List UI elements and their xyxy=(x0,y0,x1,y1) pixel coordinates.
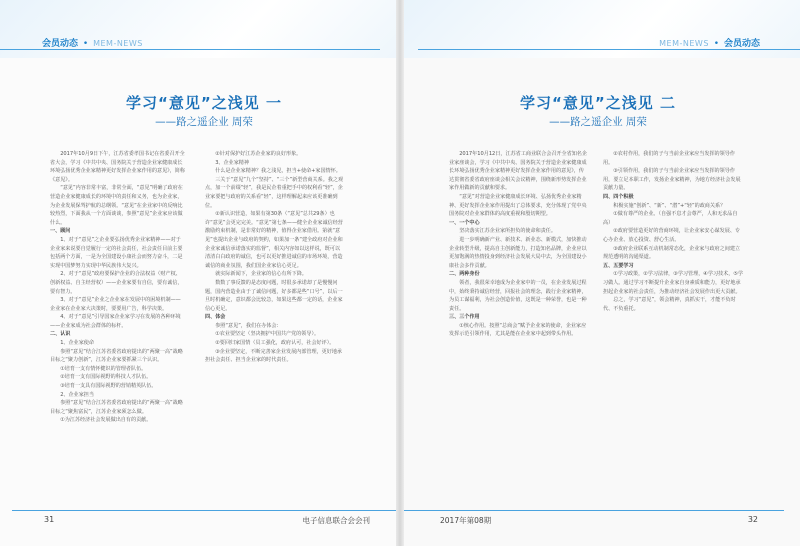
paragraph: 什么是企业家精神？我之浅见，担当+使命+家国情怀。 xyxy=(215,168,341,175)
section-heading: 二、两种身份 xyxy=(449,271,480,278)
paragraph: ①学习政策，②学习法律，③学习管理，④学习技术，⑤学习做人。通过学习不断提升企业家自身素质和能力，更好地承担起企业家的社会责任，为推动经济社会发展作出更大贡献。 xyxy=(603,271,743,295)
paragraph: ①做有尊严的企业。（自强不息才会尊严，人和无求品自高） xyxy=(603,211,738,226)
paragraph: 总之，学习“意见”，领会精神，真抓实干，才能不负时代、不负重托。 xyxy=(603,297,736,312)
paragraph: ②针对保护好江苏企业家的良好形象。 xyxy=(215,151,302,157)
section-dot: • xyxy=(713,39,720,49)
footer-rule xyxy=(12,510,396,511)
body-column-2 xyxy=(205,150,345,505)
paragraph: 参照“意见”，我们在办体会： xyxy=(215,322,282,329)
section-dot: • xyxy=(82,39,89,49)
paragraph: 1、企业家使命 xyxy=(60,340,94,347)
paragraph: “意见”内容非常丰富，非常全面，“意见”明确了政府在营造企业家健康成长的环境中的责任和义务，也为企业家，为企业发展保驾护航的总纲领。“意见”在企业家中的反响比较热烈，下面我从一个方面谈谈，参照“意见”企业家应该做什么。 xyxy=(50,185,183,226)
paragraph: ②新认识营造，如果有第30条（“意见”总共29条）也许“意见”会更完完美。“意见”第七条——健全企业家诚信经营激励约束机制，是非常好的精神，值得企业家借用。第就“意见”也提出企业与政府的契约，如果加一条“建全政府对企业和企业家诚信承诺落实的监督”，相关内容如以这样说，既可以清清白白政府的诚信，也可以更好推进诚信的市场环境，营造诚信的商业氛围，我们国企业家信心更足。 xyxy=(205,211,343,269)
book-gutter xyxy=(396,0,404,546)
body-column-1 xyxy=(449,150,589,505)
article-title: 学习“意见”之浅见 一 xyxy=(126,94,282,112)
paragraph: 3、企业家精神 xyxy=(215,159,249,166)
section-heading: 三、三个作用 xyxy=(449,314,480,321)
paragraph: 2、企业家担当 xyxy=(60,391,94,398)
right-page xyxy=(400,0,800,546)
paragraph: ②要回归家国情（员工强化，政府认可，社会好评）。 xyxy=(215,340,335,347)
paragraph: 4、对于“意见”引导国家企业家学习在发展的各种环境——企业家成为社会群体的标杆。 xyxy=(50,314,181,329)
article-title: 学习“意见”之浅见 二 xyxy=(520,94,676,112)
header-rule xyxy=(0,49,380,50)
paragraph: 2017年10月9日下午，江苏省委孝国书记在省委召开全省大会，学习《中共中央、国务院关于营造企业家健康成长环境弘扬优秀企业家精神更好发挥企业家作用的意见》，简称《意见》。 xyxy=(50,151,185,183)
paragraph: 坚决落实江苏企业家所担负的使命和责任。 xyxy=(459,228,556,235)
issue-label: 2017年第08期 xyxy=(440,516,492,525)
paragraph: 3、对于“意见”企业之企业家在发展中的困境机制——企业家在企业家大决策时，要要用广告，科学决策。 xyxy=(50,297,181,312)
paragraph: 积极实施“创新”、“新”、“潜”+“轻”的政商关系？ xyxy=(613,202,726,209)
paragraph: ③政府企业联系互动机制常态化，企业家与政府之间建立规范透明的沟通渠道。 xyxy=(603,245,741,261)
section-heading: 四、四个积极 xyxy=(603,193,634,200)
article-byline: ——路之遥企业 周荣 xyxy=(155,116,253,128)
section-heading: 一、顾问 xyxy=(50,228,71,235)
article-byline: ——路之遥企业 周荣 xyxy=(549,116,647,128)
section-label-cn: 会员动态 xyxy=(42,39,79,49)
section-label xyxy=(659,36,760,49)
paragraph: 进一步明确新产业、新技术、新业态、新模式，加快推动企业转型升级，提高自主创新能力，打造知名品牌，企业应以更加饱满的热情投身到经济社会发展大局中去，为全国建设小康社会多作贡献。 xyxy=(449,236,587,269)
paragraph: 2、对于“意见”政府要保护企业的合法权益（财产权、创新权益、自主经营权）——企业家要有自信，要有诚信，要有智力。 xyxy=(50,271,183,295)
page-number: 32 xyxy=(747,515,758,524)
paragraph: 参照“意见”结合江苏省委省政府提出的“两聚一高”战略目标之“聚焦富民”，江苏企业家须怎么做。 xyxy=(50,400,183,415)
paragraph: 参照“意见”结合江苏省委省政府提出的“两聚一高”战略目标之“聚力创新”，江苏企业家要抓紧三个认识。 xyxy=(50,348,183,364)
body-column-2 xyxy=(603,150,743,505)
section-heading: 四、体会 xyxy=(205,314,226,321)
paragraph: ①为江苏经济社会发展做出自有的贡献。 xyxy=(60,417,152,424)
paragraph: ③企业要坚定，不断完善家企业发展内部管理，更好地承担社会责任、担当企业家的时代责任。 xyxy=(205,348,343,364)
paragraph: 领者，我很荣幸地成为企业家中的一员，在企业发展过程中，始终秉持诚信经营，回报社会的理念，践行企业家精神，为员工谋福利，为社会创造价值，这既是一种荣誉，也是一种责任。 xyxy=(449,279,587,312)
paragraph: ①农业要坚定（坚决拥护中国共产党的领导）。 xyxy=(215,331,320,338)
paragraph: ①培育一支有情怀健识的管理者队伍。 xyxy=(60,365,147,372)
section-label-en: MEM-NEWS xyxy=(93,39,143,48)
paragraph: ①核心作用。按照“总商会”赋予企业家的使命，企业家应发挥示范引领作用，尤其是能在企业家中起到带头作用。 xyxy=(449,322,587,338)
paragraph: ③培育一支具有国际视野的营销精英队伍。 xyxy=(60,383,157,390)
section-heading: 二、认识 xyxy=(50,331,71,338)
section-heading: 五、五要学习 xyxy=(603,262,634,269)
paragraph: 就实际新闻下，企业家的信心有所下降。 xyxy=(215,271,307,278)
header-rule xyxy=(418,49,800,50)
paragraph: ③引领作用，我们的子与当前企业家应当发挥的领导作用，要立足本职工作，发扬企业家精神，为地方经济社会发展贡献力量。 xyxy=(603,168,741,192)
paragraph: 数数了事反馈的是态度问题，时很多承诺却了是慢慢问题，国内营造业由于了诚信问题，好多都是些“口号”，以后一旦时机确定，意识都会比较急，如果这些都一定的话，企业家信心更足。 xyxy=(205,279,343,312)
publication-name: 电子信息联合会会刊 xyxy=(302,516,370,525)
paragraph: “意见”对营造企业家健康成长环境、弘扬优秀企业家精神、更好发挥企业家作用提出了总体要求，充分体现了党中央国务院对企业家群体的高度重视和殷切期望。 xyxy=(449,193,587,218)
paragraph: 三关于“意见”九个“坚持”、“三个”新型营商关系。我之观点，加一个前缀“轻”，我是民企着重把手中的权利看“轻”，企业家要把与政府的关系看“轻”，这样理解起来应该更准确到位。 xyxy=(205,176,344,209)
section-label-en: MEM-NEWS xyxy=(659,39,709,48)
section-label xyxy=(42,36,143,49)
paragraph: ②培育一支有国际视野的科技人才队伍。 xyxy=(60,374,152,381)
paragraph: 2017年10月12日，江苏省工商业联合会召开全省知名企业家座谈会，学习《中共中央、国务院关于营造企业家健康成长环境弘扬优秀企业家精神更好发挥企业家作用的意见》，传达贯彻省委省政府座谈会相关会议精神，围绕新形势发挥企业家作用做新的贡献和要求。 xyxy=(449,151,587,192)
paragraph: ②农村作用，我们的子与当前企业家应当发挥的领导作用。 xyxy=(603,151,735,166)
section-label-cn: 会员动态 xyxy=(723,39,760,49)
body-column-1 xyxy=(50,150,185,505)
section-heading: 一、一个中心 xyxy=(449,219,480,226)
paragraph: 1、对于“意见”之企业要弘扬优秀企业家精神——对于企业家来说要自觉履行一定的社会责任，社会责任目前主要包括两个方面，一是为全国建设小康社会而努力奋斗，二是实现中国梦努力实现中华民族伟大复兴。 xyxy=(50,236,183,269)
paragraph: ②政府要营造更好的营商环境，让企业家安心谋发展、专心办企业、放心投资、舒心生活。 xyxy=(603,228,741,243)
page-number: 31 xyxy=(44,515,55,524)
footer-rule xyxy=(404,510,784,511)
